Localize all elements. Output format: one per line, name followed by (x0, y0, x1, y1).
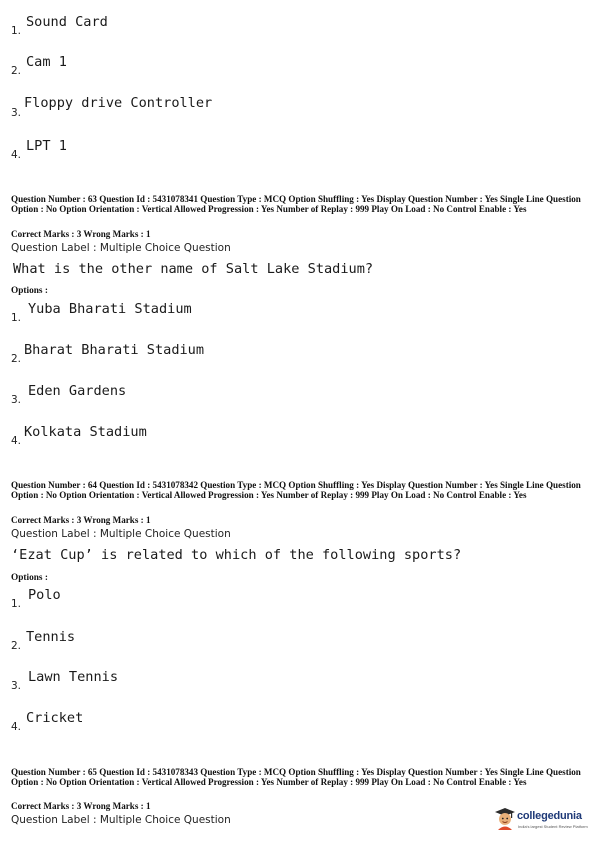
option-number: 1. (11, 598, 22, 610)
options-label: Options : (11, 573, 48, 583)
option-text: Cricket (26, 710, 84, 726)
graduate-mascot-icon (494, 806, 516, 830)
question-label: Question Label : Multiple Choice Question (11, 814, 231, 826)
option-text: Eden Gardens (28, 383, 127, 399)
option-number: 4. (11, 149, 22, 161)
option-text: Lawn Tennis (28, 669, 119, 685)
option-text: Tennis (26, 629, 76, 645)
logo-brand: collegedunia (517, 810, 582, 822)
question-label: Question Label : Multiple Choice Question (11, 528, 231, 540)
question-metadata: Question Number : 64 Question Id : 5431078342 Question Type : MCQ Option Shuffling : Yes Display Question Number : Yes Single Line Question Option : No Option Orientation : Vertical Allowed Progression : Yes Number of Replay : 999 Play On Load : No Control Enable : Yes (11, 480, 581, 500)
question-metadata: Question Number : 65 Question Id : 5431078343 Question Type : MCQ Option Shuffling : Yes Display Question Number : Yes Single Line Question Option : No Option Orientation : Vertical Allowed Progression : Yes Number of Replay : 999 Play On Load : No Control Enable : Yes (11, 767, 581, 787)
question-marks: Correct Marks : 3 Wrong Marks : 1 (11, 515, 151, 525)
option-number: 2. (11, 640, 22, 652)
question-marks: Correct Marks : 3 Wrong Marks : 1 (11, 229, 151, 239)
question-label: Question Label : Multiple Choice Question (11, 242, 231, 254)
option-text: Polo (28, 587, 61, 603)
option-number: 2. (11, 65, 22, 77)
option-number: 1. (11, 25, 22, 37)
option-text: Bharat Bharati Stadium (24, 342, 205, 358)
option-number: 3. (11, 107, 22, 119)
option-number: 4. (11, 721, 22, 733)
option-number: 2. (11, 353, 22, 365)
option-number: 4. (11, 435, 22, 447)
question-text: ‘Ezat Cup’ is related to which of the following sports? (11, 547, 462, 563)
collegedunia-logo (494, 806, 592, 836)
option-text: Sound Card (26, 14, 108, 30)
option-number: 3. (11, 680, 22, 692)
logo-tagline: India's largest Student Review Platform (518, 824, 588, 829)
option-text: Kolkata Stadium (24, 424, 147, 440)
option-number: 1. (11, 312, 22, 324)
option-text: LPT 1 (26, 138, 67, 154)
option-number: 3. (11, 394, 22, 406)
question-metadata: Question Number : 63 Question Id : 5431078341 Question Type : MCQ Option Shuffling : Yes Display Question Number : Yes Single Line Question Option : No Option Orientation : Vertical Allowed Progression : Yes Number of Replay : 999 Play On Load : No Control Enable : Yes (11, 194, 581, 214)
question-text: What is the other name of Salt Lake Stadium? (13, 261, 374, 277)
option-text: Floppy drive Controller (24, 95, 213, 111)
option-text: Cam 1 (26, 54, 67, 70)
option-text: Yuba Bharati Stadium (28, 301, 192, 317)
question-marks: Correct Marks : 3 Wrong Marks : 1 (11, 801, 151, 811)
options-label: Options : (11, 286, 48, 296)
